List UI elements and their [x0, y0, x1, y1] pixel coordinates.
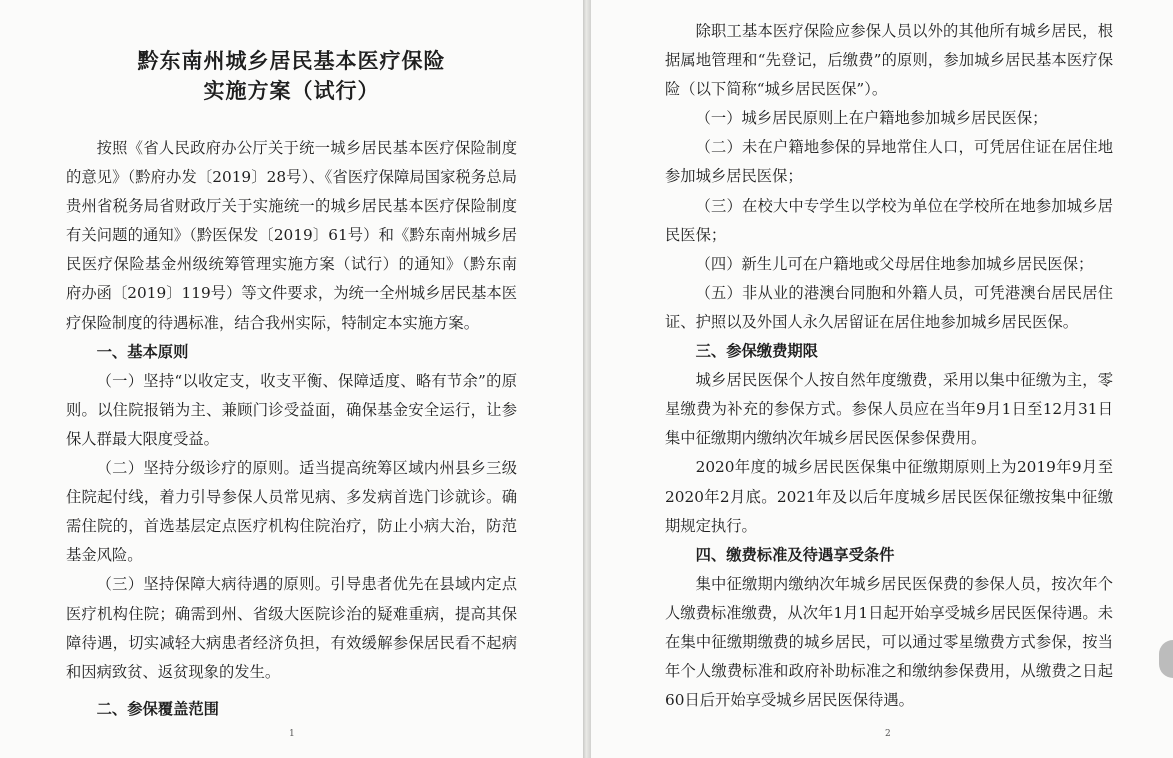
coverage-item-3: （三）在校大中专学生以学校为单位在学校所在地参加城乡居民医保； [665, 196, 1113, 244]
section-heading-2: 二、参保覆盖范围 [96, 699, 219, 718]
coverage-item-2: （二）未在户籍地参保的异地常住人口，可凭居住证在居住地参加城乡居民医保； [665, 138, 1113, 186]
scroll-handle[interactable] [1159, 640, 1173, 678]
page-number: 1 [289, 729, 295, 739]
page-gutter [583, 0, 591, 758]
payment-period-2020-paragraph: 2020年度的城乡居民医保集中征缴期原则上为2019年9月至2020年2月底。2021年及以后年度城乡居民医保征缴按集中征缴期规定执行。 [665, 458, 1113, 535]
section-heading-3: 三、参保缴费期限 [695, 342, 818, 361]
section-heading-1: 一、基本原则 [96, 342, 189, 361]
document-subtitle: 实施方案（试行） [203, 78, 380, 103]
page-1-body [66, 134, 517, 724]
page-1 [0, 0, 583, 758]
document-title: 黔东南州城乡居民基本医疗保险 [137, 48, 446, 73]
page-2-body [665, 17, 1113, 715]
coverage-paragraph: 除职工基本医疗保险应参保人员以外的其他所有城乡居民，根据属地管理和“先登记，后缴费”的原则，参加城乡居民基本医疗保险（以下简称“城乡居民医保”）。 [665, 22, 1113, 99]
payment-standard-paragraph: 集中征缴期内缴纳次年城乡居民医保费的参保人员，按次年个人缴费标准缴费，从次年1月1日起开始享受城乡居民医保待遇。未在集中征缴期缴费的城乡居民，可以通过零星缴费方式参保，按当年个人缴费标准和政府补助标准之和缴纳参保费用，从缴费之日起60日后开始享受城乡居民医保待遇。 [665, 574, 1113, 710]
payment-period-paragraph: 城乡居民医保个人按自然年度缴费，采用以集中征缴为主，零星缴费为补充的参保方式。参保人员应在当年9月1日至12月31日集中征缴期内缴纳次年城乡居民医保参保费用。 [665, 371, 1113, 448]
principle-1-paragraph: （一）坚持“以收定支，收支平衡、保障适度、略有节余”的原则。以住院报销为主、兼顾门诊受益面，确保基金安全运行，让参保人群最大限度受益。 [66, 371, 517, 448]
coverage-item-4: （四）新生儿可在户籍地或父母居住地参加城乡居民医保； [695, 254, 1094, 273]
page-number: 2 [885, 729, 891, 739]
section-heading-4: 四、缴费标准及待遇享受条件 [695, 545, 895, 564]
page-2 [591, 0, 1173, 758]
coverage-item-5: （五）非从业的港澳台同胞和外籍人员，可凭港澳台居民居住证、护照以及外国人永久居留证在居住地参加城乡居民医保。 [665, 283, 1113, 331]
coverage-item-1: （一）城乡居民原则上在户籍地参加城乡居民医保； [695, 109, 1048, 128]
principle-2-paragraph: （二）坚持分级诊疗的原则。适当提高统筹区域内州县乡三级住院起付线，着力引导参保人员常见病、多发病首选门诊就诊。确需住院的，首选基层定点医疗机构住院治疗，防止小病大治，防范基金风险。 [66, 459, 517, 565]
principle-3-paragraph: （三）坚持保障大病待遇的原则。引导患者优先在县域内定点医疗机构住院；确需到州、省级大医院诊治的疑难重病，提高其保障待遇，切实减轻大病患者经济负担，有效缓解参保居民看不起病和因病致贫、返贫现象的发生。 [66, 575, 517, 681]
intro-paragraph: 按照《省人民政府办公厅关于统一城乡居民基本医疗保险制度的意见》（黔府办发〔2019〕28号）、《省医疗保障局国家税务总局贵州省税务局省财政厅关于实施统一的城乡居民基本医疗保险制度有关问题的通知》（黔医保发〔2019〕61号）和《黔东南州城乡居民医疗保险基金州级统筹管理实施方案（试行）的通知》（黔东南府办函〔2019〕119号）等文件要求，为统一全州城乡居民基本医疗保险制度的待遇标准，结合我州实际，特制定本实施方案。 [66, 139, 517, 332]
